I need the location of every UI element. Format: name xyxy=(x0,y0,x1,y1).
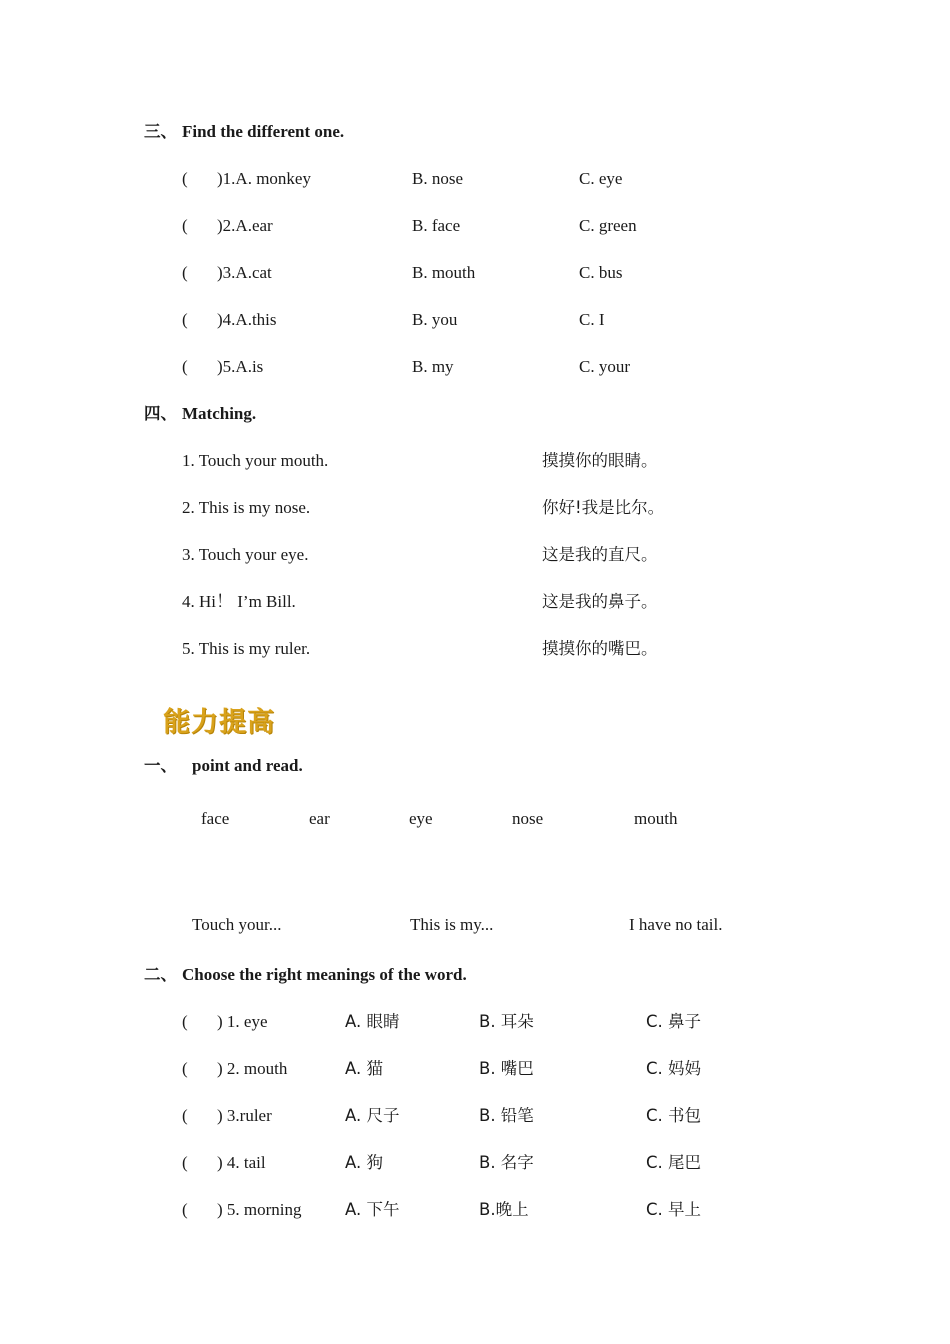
p2-row5-option-b: B.晚上 xyxy=(479,1200,529,1219)
p2-row2-question: ) 2. mouth xyxy=(217,1059,288,1078)
p2-row4-paren: ( xyxy=(182,1153,188,1172)
match-right-2: 你好!我是比尔。 xyxy=(542,498,665,517)
section3-number: 三、 xyxy=(144,122,177,141)
s3-row2-paren: ( xyxy=(182,216,188,235)
s3-row1-option-a: )1.A. monkey xyxy=(217,169,311,188)
match-left-1: 1. Touch your mouth. xyxy=(182,451,329,470)
p2-row4-question: ) 4. tail xyxy=(217,1153,266,1172)
p2-row3-question: ) 3.ruler xyxy=(217,1106,272,1125)
p2-row3-option-c: C. 书包 xyxy=(646,1106,702,1125)
p2-row1-option-a: A. 眼睛 xyxy=(345,1012,400,1031)
phrase-touch-your: Touch your... xyxy=(192,915,282,934)
match-left-2: 2. This is my nose. xyxy=(182,498,311,517)
s3-row4-option-b: B. you xyxy=(412,310,458,329)
s3-row5-paren: ( xyxy=(182,357,188,376)
s3-row4-option-c: C. I xyxy=(579,310,605,329)
p2-row5-paren: ( xyxy=(182,1200,188,1219)
s3-row3-option-c: C. bus xyxy=(579,263,623,282)
word-eye: eye xyxy=(409,809,433,828)
s3-row4-option-a: )4.A.this xyxy=(217,310,277,329)
s3-row5-option-a: )5.A.is xyxy=(217,357,264,376)
p2-row5-option-c: C. 早上 xyxy=(646,1200,702,1219)
word-face: face xyxy=(201,809,230,828)
p2-row5-question: ) 5. morning xyxy=(217,1200,302,1219)
p2-row1-option-c: C. 鼻子 xyxy=(646,1012,702,1031)
p2-row3-option-a: A. 尺子 xyxy=(345,1106,400,1125)
section4-heading: Matching. xyxy=(182,404,257,423)
s3-row3-option-b: B. mouth xyxy=(412,263,476,282)
s3-row1-option-c: C. eye xyxy=(579,169,623,188)
part1-heading: point and read. xyxy=(192,756,303,775)
s3-row2-option-b: B. face xyxy=(412,216,461,235)
p2-row2-paren: ( xyxy=(182,1059,188,1078)
s3-row1-paren: ( xyxy=(182,169,188,188)
match-right-4: 这是我的鼻子。 xyxy=(542,592,658,611)
word-ear: ear xyxy=(309,809,330,828)
phrase-no-tail: I have no tail. xyxy=(629,915,723,934)
section4-number: 四、 xyxy=(144,404,177,423)
s3-row3-option-a: )3.A.cat xyxy=(217,263,272,282)
word-mouth: mouth xyxy=(634,809,678,828)
p2-row4-option-b: B. 名字 xyxy=(479,1153,534,1172)
p2-row4-option-a: A. 狗 xyxy=(345,1153,383,1172)
match-right-3: 这是我的直尺。 xyxy=(542,545,658,564)
s3-row2-option-c: C. green xyxy=(579,216,637,235)
match-right-5: 摸摸你的嘴巴。 xyxy=(542,639,658,658)
s3-row5-option-b: B. my xyxy=(412,357,454,376)
p2-row1-paren: ( xyxy=(182,1012,188,1031)
s3-row2-option-a: )2.A.ear xyxy=(217,216,273,235)
p2-row2-option-c: C. 妈妈 xyxy=(646,1059,702,1078)
ability-banner: 能力提高 xyxy=(163,707,275,738)
word-nose: nose xyxy=(512,809,544,828)
p2-row1-question: ) 1. eye xyxy=(217,1012,268,1031)
match-right-1: 摸摸你的眼睛。 xyxy=(542,451,658,470)
s3-row4-paren: ( xyxy=(182,310,188,329)
p2-row3-paren: ( xyxy=(182,1106,188,1125)
p2-row2-option-b: B. 嘴巴 xyxy=(479,1059,534,1078)
p2-row5-option-a: A. 下午 xyxy=(345,1200,400,1219)
p2-row1-option-b: B. 耳朵 xyxy=(479,1012,534,1031)
section3-heading: Find the different one. xyxy=(182,122,345,141)
phrase-this-is-my: This is my... xyxy=(410,915,494,934)
p2-row3-option-b: B. 铅笔 xyxy=(479,1106,534,1125)
p2-row4-option-c: C. 尾巴 xyxy=(646,1153,702,1172)
match-left-4: 4. Hi！ I’m Bill. xyxy=(182,592,296,611)
s3-row3-paren: ( xyxy=(182,263,188,282)
part2-heading: Choose the right meanings of the word. xyxy=(182,965,467,984)
match-left-3: 3. Touch your eye. xyxy=(182,545,309,564)
s3-row5-option-c: C. your xyxy=(579,357,630,376)
s3-row1-option-b: B. nose xyxy=(412,169,463,188)
match-left-5: 5. This is my ruler. xyxy=(182,639,311,658)
part2-number: 二、 xyxy=(144,965,177,984)
p2-row2-option-a: A. 猫 xyxy=(345,1059,383,1078)
part1-number: 一、 xyxy=(144,756,177,775)
